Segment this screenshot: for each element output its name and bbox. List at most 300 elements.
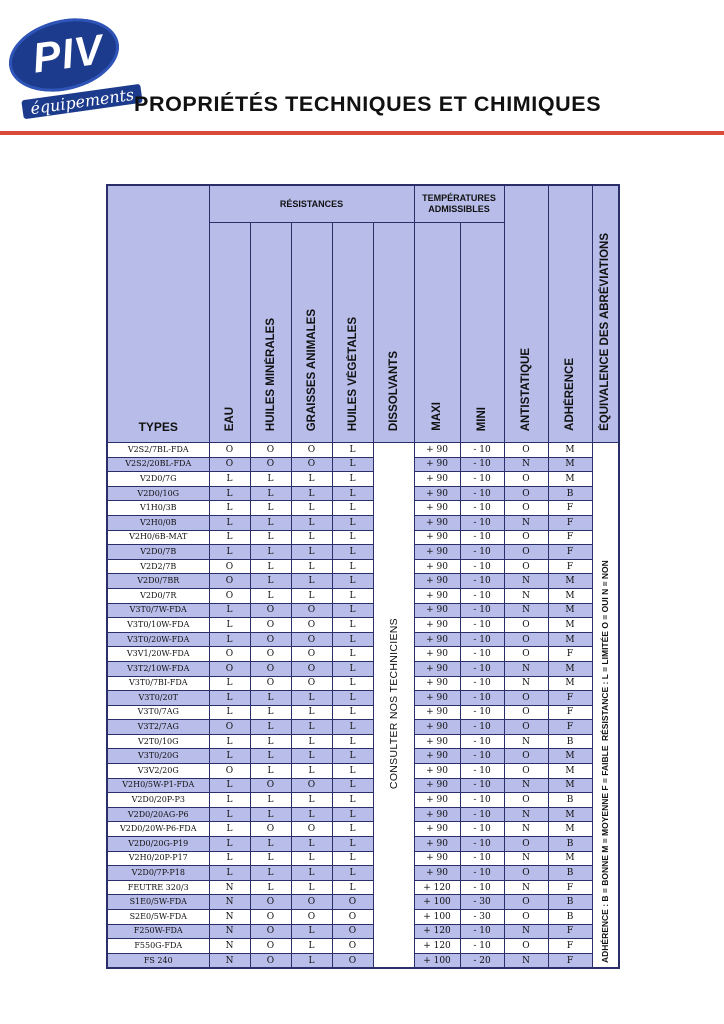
cell-mini: - 10: [460, 676, 504, 691]
cell-graisses-animales: O: [291, 632, 332, 647]
cell-mini: - 10: [460, 866, 504, 881]
table-row: [107, 472, 619, 487]
cell-huiles-vegetales: L: [332, 822, 373, 837]
cell-graisses-animales: O: [291, 661, 332, 676]
cell-huiles-minerales: L: [250, 574, 291, 589]
cell-type: V2D0/7B: [107, 545, 209, 560]
cell-adherence: F: [548, 559, 592, 574]
cell-antistatique: N: [504, 807, 548, 822]
cell-huiles-minerales: O: [250, 661, 291, 676]
cell-maxi: + 90: [414, 647, 460, 662]
cell-antistatique: N: [504, 676, 548, 691]
cell-eau: L: [209, 807, 250, 822]
cell-eau: O: [209, 443, 250, 458]
cell-type: V3T2/10W-FDA: [107, 661, 209, 676]
cell-eau: L: [209, 618, 250, 633]
cell-eau: L: [209, 866, 250, 881]
cell-adherence: M: [548, 457, 592, 472]
cell-graisses-animales: O: [291, 603, 332, 618]
cell-mini: - 10: [460, 515, 504, 530]
cell-type: V3T0/7AG: [107, 705, 209, 720]
cell-huiles-minerales: L: [250, 559, 291, 574]
cell-maxi: + 90: [414, 676, 460, 691]
cell-huiles-vegetales: L: [332, 574, 373, 589]
cell-type: V2H0/0B: [107, 515, 209, 530]
cell-adherence: M: [548, 618, 592, 633]
cell-graisses-animales: L: [291, 486, 332, 501]
cell-adherence: M: [548, 588, 592, 603]
cell-huiles-vegetales: L: [332, 720, 373, 735]
cell-eau: L: [209, 749, 250, 764]
cell-antistatique: O: [504, 764, 548, 779]
col-header-eau: EAU: [209, 223, 250, 443]
cell-huiles-vegetales: L: [332, 676, 373, 691]
cell-graisses-animales: L: [291, 530, 332, 545]
cell-type: V2D0/7G: [107, 472, 209, 487]
cell-mini: - 10: [460, 778, 504, 793]
cell-graisses-animales: L: [291, 588, 332, 603]
cell-eau: L: [209, 486, 250, 501]
cell-huiles-vegetales: L: [332, 734, 373, 749]
cell-maxi: + 90: [414, 705, 460, 720]
cell-huiles-vegetales: L: [332, 559, 373, 574]
cell-graisses-animales: O: [291, 676, 332, 691]
cell-eau: L: [209, 676, 250, 691]
cell-maxi: + 90: [414, 501, 460, 516]
cell-graisses-animales: L: [291, 837, 332, 852]
table-row: [107, 851, 619, 866]
cell-antistatique: N: [504, 953, 548, 968]
col-header-huiles-vegetales: HUILES VÉGÉTALES: [332, 223, 373, 443]
cell-graisses-animales: O: [291, 910, 332, 925]
cell-maxi: + 90: [414, 443, 460, 458]
cell-maxi: + 90: [414, 618, 460, 633]
table-row: [107, 632, 619, 647]
cell-huiles-minerales: O: [250, 822, 291, 837]
cell-antistatique: O: [504, 618, 548, 633]
cell-eau: N: [209, 880, 250, 895]
cell-maxi: + 90: [414, 837, 460, 852]
cell-huiles-minerales: L: [250, 530, 291, 545]
cell-mini: - 30: [460, 910, 504, 925]
cell-adherence: F: [548, 939, 592, 954]
cell-maxi: + 90: [414, 749, 460, 764]
properties-table: [106, 184, 620, 969]
cell-mini: - 10: [460, 457, 504, 472]
cell-huiles-vegetales: L: [332, 793, 373, 808]
cell-huiles-minerales: L: [250, 866, 291, 881]
cell-eau: L: [209, 545, 250, 560]
cell-type: V2H0/5W-P1-FDA: [107, 778, 209, 793]
cell-huiles-minerales: L: [250, 705, 291, 720]
cell-adherence: B: [548, 866, 592, 881]
cell-maxi: + 100: [414, 953, 460, 968]
col-header-graisses-animales: GRAISSES ANIMALES: [291, 223, 332, 443]
cell-adherence: M: [548, 472, 592, 487]
cell-mini: - 10: [460, 939, 504, 954]
cell-huiles-vegetales: L: [332, 749, 373, 764]
cell-adherence: F: [548, 515, 592, 530]
cell-maxi: + 90: [414, 472, 460, 487]
table-row: [107, 880, 619, 895]
cell-antistatique: N: [504, 588, 548, 603]
cell-antistatique: O: [504, 545, 548, 560]
cell-type: FS 240: [107, 953, 209, 968]
cell-graisses-animales: L: [291, 545, 332, 560]
cell-mini: - 10: [460, 793, 504, 808]
table-row: [107, 705, 619, 720]
table-row: [107, 618, 619, 633]
cell-graisses-animales: O: [291, 443, 332, 458]
cell-huiles-vegetales: L: [332, 647, 373, 662]
cell-huiles-vegetales: L: [332, 486, 373, 501]
cell-huiles-minerales: L: [250, 501, 291, 516]
cell-graisses-animales: O: [291, 778, 332, 793]
cell-huiles-minerales: L: [250, 720, 291, 735]
cell-eau: L: [209, 778, 250, 793]
cell-mini: - 10: [460, 764, 504, 779]
cell-type: FEUTRE 320/3: [107, 880, 209, 895]
cell-type: V3V2/20G: [107, 764, 209, 779]
cell-graisses-animales: L: [291, 764, 332, 779]
cell-huiles-vegetales: L: [332, 501, 373, 516]
cell-mini: - 10: [460, 588, 504, 603]
legend-adherence: ADHÉRENCE : B = BONNE M = MOYENNE F = FAIBLE: [600, 745, 611, 963]
cell-antistatique: O: [504, 910, 548, 925]
cell-eau: N: [209, 939, 250, 954]
cell-adherence: F: [548, 647, 592, 662]
cell-eau: L: [209, 734, 250, 749]
cell-huiles-vegetales: L: [332, 443, 373, 458]
cell-huiles-vegetales: L: [332, 530, 373, 545]
cell-mini: - 10: [460, 661, 504, 676]
cell-huiles-minerales: L: [250, 545, 291, 560]
table-row: [107, 778, 619, 793]
cell-type: S2E0/5W-FDA: [107, 910, 209, 925]
cell-graisses-animales: L: [291, 574, 332, 589]
table-row: [107, 559, 619, 574]
cell-mini: - 10: [460, 880, 504, 895]
cell-antistatique: N: [504, 661, 548, 676]
cell-maxi: + 90: [414, 486, 460, 501]
cell-antistatique: O: [504, 691, 548, 706]
cell-antistatique: O: [504, 501, 548, 516]
table-row: [107, 807, 619, 822]
cell-eau: O: [209, 457, 250, 472]
cell-antistatique: O: [504, 486, 548, 501]
cell-huiles-vegetales: L: [332, 807, 373, 822]
cell-huiles-vegetales: L: [332, 705, 373, 720]
cell-antistatique: O: [504, 530, 548, 545]
cell-antistatique: O: [504, 472, 548, 487]
group-header-temperatures: TEMPÉRATURES ADMISSIBLES: [414, 185, 504, 223]
cell-eau: O: [209, 661, 250, 676]
cell-graisses-animales: L: [291, 559, 332, 574]
cell-eau: O: [209, 574, 250, 589]
cell-huiles-minerales: L: [250, 764, 291, 779]
cell-maxi: + 90: [414, 457, 460, 472]
cell-huiles-vegetales: O: [332, 939, 373, 954]
cell-antistatique: O: [504, 837, 548, 852]
cell-eau: N: [209, 924, 250, 939]
cell-huiles-minerales: O: [250, 910, 291, 925]
cell-huiles-minerales: O: [250, 778, 291, 793]
cell-graisses-animales: L: [291, 705, 332, 720]
cell-type: V2D0/20W-P6-FDA: [107, 822, 209, 837]
cell-mini: - 10: [460, 851, 504, 866]
col-header-mini: MINI: [460, 223, 504, 443]
cell-mini: - 10: [460, 618, 504, 633]
table-row: [107, 793, 619, 808]
table-row: [107, 939, 619, 954]
cell-maxi: + 90: [414, 720, 460, 735]
cell-type: V2D0/7R: [107, 588, 209, 603]
cell-huiles-vegetales: L: [332, 880, 373, 895]
cell-adherence: B: [548, 486, 592, 501]
cell-maxi: + 90: [414, 866, 460, 881]
cell-adherence: F: [548, 880, 592, 895]
table-row: [107, 822, 619, 837]
logo-main-text: PIV: [29, 25, 107, 82]
col-header-types: TYPES: [107, 185, 209, 443]
cell-graisses-animales: O: [291, 822, 332, 837]
cell-maxi: + 90: [414, 574, 460, 589]
consult-technicians-text: CONSULTER NOS TECHNICIENS: [387, 617, 400, 789]
cell-mini: - 10: [460, 749, 504, 764]
logo-sub-text: équipements: [21, 84, 143, 120]
cell-maxi: + 90: [414, 691, 460, 706]
cell-huiles-minerales: L: [250, 851, 291, 866]
cell-huiles-minerales: O: [250, 647, 291, 662]
cell-maxi: + 90: [414, 588, 460, 603]
cell-antistatique: O: [504, 705, 548, 720]
cell-mini: - 10: [460, 574, 504, 589]
table-row: [107, 866, 619, 881]
cell-type: V3V1/20W-FDA: [107, 647, 209, 662]
cell-mini: - 10: [460, 705, 504, 720]
cell-huiles-vegetales: L: [332, 515, 373, 530]
cell-type: V2H0/20P-P17: [107, 851, 209, 866]
cell-huiles-minerales: O: [250, 618, 291, 633]
cell-adherence: M: [548, 676, 592, 691]
cell-antistatique: N: [504, 515, 548, 530]
table-row: [107, 764, 619, 779]
cell-type: V2D0/10G: [107, 486, 209, 501]
cell-eau: L: [209, 603, 250, 618]
table-row: [107, 924, 619, 939]
cell-adherence: F: [548, 705, 592, 720]
table-row: [107, 588, 619, 603]
cell-maxi: + 90: [414, 734, 460, 749]
cell-type: V2S2/7BL-FDA: [107, 443, 209, 458]
cell-adherence: M: [548, 574, 592, 589]
cell-huiles-minerales: L: [250, 880, 291, 895]
cell-adherence: M: [548, 632, 592, 647]
cell-eau: L: [209, 530, 250, 545]
table-row: [107, 895, 619, 910]
cell-eau: L: [209, 472, 250, 487]
col-header-equivalence: ÉQUIVALENCE DES ABRÉVIATIONS: [592, 185, 619, 443]
table-row: [107, 603, 619, 618]
cell-huiles-vegetales: L: [332, 778, 373, 793]
cell-adherence: B: [548, 895, 592, 910]
cell-huiles-minerales: O: [250, 603, 291, 618]
cell-adherence: F: [548, 924, 592, 939]
cell-huiles-vegetales: L: [332, 632, 373, 647]
cell-adherence: F: [548, 545, 592, 560]
cell-antistatique: O: [504, 720, 548, 735]
cell-mini: - 10: [460, 837, 504, 852]
col-header-adherence: ADHÉRENCE: [548, 185, 592, 443]
cell-maxi: + 100: [414, 895, 460, 910]
cell-graisses-animales: L: [291, 691, 332, 706]
cell-huiles-minerales: L: [250, 472, 291, 487]
cell-graisses-animales: L: [291, 515, 332, 530]
cell-eau: L: [209, 822, 250, 837]
legend-resistance: RÉSISTANCE : L = LIMITÉE O = OUI N = NON: [600, 560, 611, 742]
cell-maxi: + 90: [414, 545, 460, 560]
cell-adherence: B: [548, 910, 592, 925]
cell-adherence: F: [548, 501, 592, 516]
cell-type: V3T0/10W-FDA: [107, 618, 209, 633]
cell-antistatique: N: [504, 734, 548, 749]
abbreviations-legend-cell: [592, 443, 619, 969]
cell-type: V3T0/20G: [107, 749, 209, 764]
cell-huiles-vegetales: L: [332, 457, 373, 472]
cell-adherence: M: [548, 603, 592, 618]
cell-type: V2D2/7B: [107, 559, 209, 574]
cell-type: V3T0/7W-FDA: [107, 603, 209, 618]
cell-eau: O: [209, 720, 250, 735]
cell-huiles-minerales: L: [250, 588, 291, 603]
title-divider: [0, 131, 724, 135]
cell-huiles-minerales: L: [250, 807, 291, 822]
cell-type: F550G-FDA: [107, 939, 209, 954]
cell-eau: L: [209, 691, 250, 706]
cell-graisses-animales: O: [291, 647, 332, 662]
cell-huiles-vegetales: L: [332, 764, 373, 779]
cell-adherence: M: [548, 764, 592, 779]
cell-adherence: B: [548, 837, 592, 852]
table-row: [107, 574, 619, 589]
cell-maxi: + 120: [414, 880, 460, 895]
cell-mini: - 10: [460, 443, 504, 458]
cell-adherence: M: [548, 822, 592, 837]
cell-eau: L: [209, 515, 250, 530]
cell-adherence: B: [548, 793, 592, 808]
table-row: [107, 910, 619, 925]
cell-maxi: + 90: [414, 807, 460, 822]
cell-antistatique: N: [504, 603, 548, 618]
cell-antistatique: O: [504, 647, 548, 662]
cell-mini: - 10: [460, 691, 504, 706]
cell-mini: - 10: [460, 734, 504, 749]
table-row: [107, 734, 619, 749]
cell-maxi: + 90: [414, 778, 460, 793]
cell-type: V2H0/6B-MAT: [107, 530, 209, 545]
cell-maxi: + 120: [414, 924, 460, 939]
cell-antistatique: O: [504, 939, 548, 954]
cell-type: S1E0/5W-FDA: [107, 895, 209, 910]
cell-graisses-animales: L: [291, 793, 332, 808]
table-row: [107, 837, 619, 852]
cell-adherence: M: [548, 443, 592, 458]
cell-antistatique: N: [504, 851, 548, 866]
cell-adherence: M: [548, 851, 592, 866]
cell-type: V3T0/20W-FDA: [107, 632, 209, 647]
cell-eau: O: [209, 588, 250, 603]
cell-type: V2D0/20AG-P6: [107, 807, 209, 822]
cell-eau: L: [209, 632, 250, 647]
cell-type: V3T0/7BI-FDA: [107, 676, 209, 691]
cell-eau: L: [209, 851, 250, 866]
dissolvants-consult-cell: [373, 443, 414, 969]
cell-eau: N: [209, 953, 250, 968]
cell-eau: N: [209, 895, 250, 910]
cell-mini: - 10: [460, 603, 504, 618]
cell-antistatique: N: [504, 822, 548, 837]
table-row: [107, 443, 619, 458]
col-header-dissolvants: DISSOLVANTS: [373, 223, 414, 443]
cell-mini: - 10: [460, 472, 504, 487]
cell-huiles-minerales: L: [250, 734, 291, 749]
col-header-huiles-minerales: HUILES MINÉRALES: [250, 223, 291, 443]
cell-mini: - 10: [460, 501, 504, 516]
piv-logo: [6, 12, 138, 124]
table-row: [107, 953, 619, 968]
cell-graisses-animales: O: [291, 457, 332, 472]
cell-graisses-animales: L: [291, 924, 332, 939]
cell-mini: - 10: [460, 486, 504, 501]
table-row: [107, 530, 619, 545]
cell-maxi: + 100: [414, 910, 460, 925]
cell-mini: - 20: [460, 953, 504, 968]
cell-graisses-animales: L: [291, 734, 332, 749]
cell-maxi: + 90: [414, 603, 460, 618]
cell-huiles-minerales: L: [250, 486, 291, 501]
cell-huiles-vegetales: L: [332, 837, 373, 852]
cell-huiles-minerales: L: [250, 691, 291, 706]
cell-huiles-minerales: O: [250, 953, 291, 968]
table-row: [107, 647, 619, 662]
col-header-antistatique: ANTISTATIQUE: [504, 185, 548, 443]
cell-antistatique: N: [504, 924, 548, 939]
cell-adherence: M: [548, 661, 592, 676]
cell-huiles-vegetales: L: [332, 545, 373, 560]
cell-type: V1H0/3B: [107, 501, 209, 516]
table-body: [107, 443, 619, 969]
cell-adherence: B: [548, 734, 592, 749]
cell-eau: L: [209, 501, 250, 516]
cell-maxi: + 120: [414, 939, 460, 954]
cell-antistatique: N: [504, 457, 548, 472]
cell-graisses-animales: L: [291, 880, 332, 895]
cell-graisses-animales: L: [291, 807, 332, 822]
cell-huiles-minerales: O: [250, 443, 291, 458]
cell-antistatique: O: [504, 749, 548, 764]
cell-graisses-animales: O: [291, 895, 332, 910]
cell-mini: - 30: [460, 895, 504, 910]
table-row: [107, 749, 619, 764]
cell-huiles-minerales: O: [250, 457, 291, 472]
cell-eau: O: [209, 559, 250, 574]
cell-maxi: + 90: [414, 530, 460, 545]
cell-type: V2D0/7P-P18: [107, 866, 209, 881]
cell-mini: - 10: [460, 545, 504, 560]
cell-huiles-vegetales: L: [332, 618, 373, 633]
cell-graisses-animales: L: [291, 953, 332, 968]
cell-huiles-minerales: L: [250, 749, 291, 764]
